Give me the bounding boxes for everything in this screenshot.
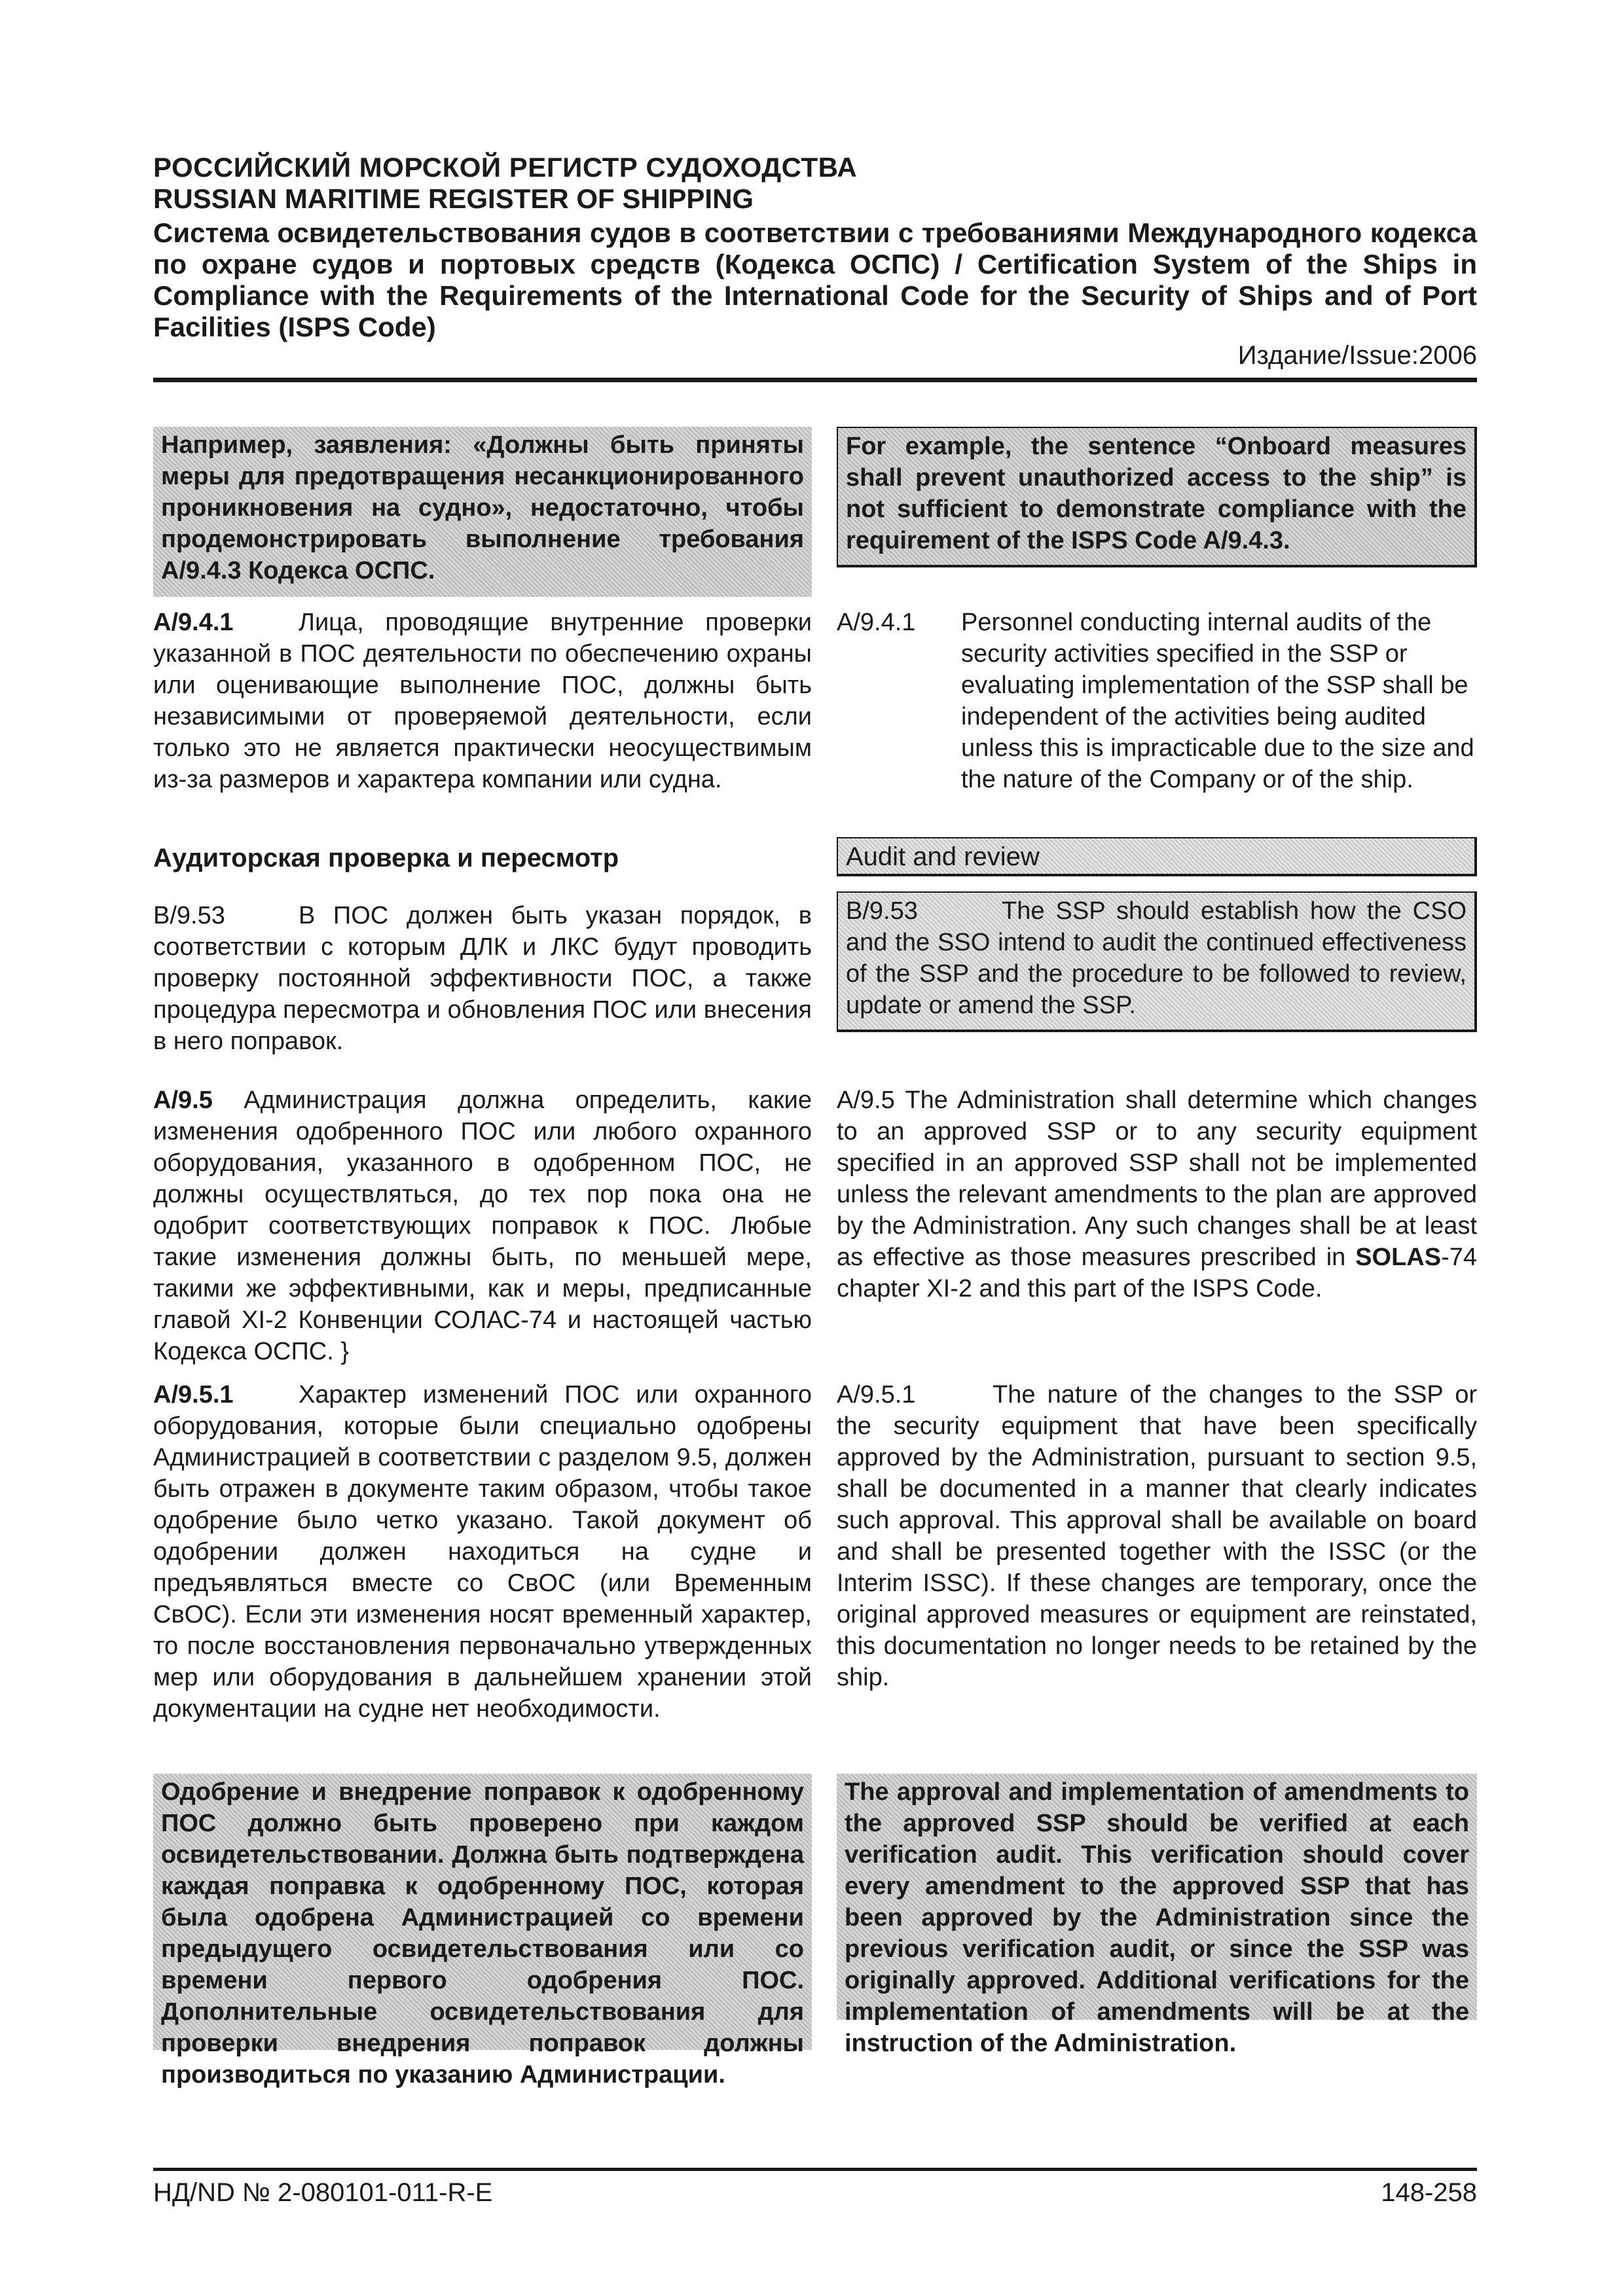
ru-clause-text: Характер изменений ПОС или охранного оборудования, которые были специально одобрены Администрацией в соответствии с разделом 9.5, должен быть отражен в документе таким образом, чтобы такое одобрение было четко указано. Такой документ об одобрении должен находиться на судне и предъявляться вместе со СвОС (или Временным СвОС). Если эти изменения носят временный характер, то после восстановления первоначально утвержденных мер или оборудования в дальнейшем хранении этой документации на судне нет необходимости.	[153, 1381, 812, 1723]
ru-clause-text: В ПОС должен быть указан порядок, в соответствии с которым ДЛК и ЛКС будут проводить проверку постоянной эффективности ПОС, а также процедура пересмотра и обновления ПОС или внесения в него поправок.	[153, 902, 812, 1055]
ru-note-highlight	[153, 427, 812, 597]
en-section-heading	[837, 837, 1477, 876]
en-clause-text: Personnel conducting internal audits of the security activities specified in the SSP or evaluating implementation of the SSP shall be independent of the activities being audited unless this is impracticable due to the size and the nature of the Company or of the ship.	[961, 609, 1474, 793]
en-note-highlight	[837, 1774, 1477, 2057]
en-clause-text: The Administration shall determine which changes to an approved SSP or to any security equipment specified in an approved SSP shall not be implemented unless the relevant amendments to the plan are approved by the Administration. Any such changes shall be at least as effective as those measures prescribed in	[837, 1086, 1477, 1271]
en-clause-text: The nature of the changes to the SSP or the security equipment that have been specifically approved by the Administration, pursuant to section 9.5, shall be documented in a manner that clearly indicates such approval. This approval shall be available on board and shall be presented together with the ISSC (or the Interim ISSC). If these changes are temporary, once the original approved measures or equipment are reinstated, this documentation no longer needs to be retained by the ship.	[837, 1381, 1477, 1691]
ru-note-text: Например, заявления: «Должны быть приняты меры для предотвращения несанкционированного проникновения на судно», недостаточно, чтобы продемонстрировать выполнение требования А/9.4.3 Кодекса ОСПС.	[161, 431, 804, 584]
en-clause-a951	[837, 1379, 1477, 1693]
en-clause-a941	[837, 607, 1477, 795]
document-number: НД/ND № 2-080101-011-R-E	[153, 2178, 493, 2207]
en-clause-ref: A/9.5	[837, 1086, 895, 1114]
en-clause-text: The SSP should establish how the CSO and the SSO intend to audit the continued effectiveness of the SSP and the procedure to be followed to review, update or amend the SSP.	[846, 897, 1467, 1019]
ru-section-heading: Аудиторская проверка и пересмотр	[153, 844, 619, 872]
en-heading-text: Audit and review	[846, 842, 1040, 871]
ru-clause-b953	[153, 900, 812, 1057]
header-divider	[153, 378, 1477, 382]
ru-clause-a95: A/9.5 Администрация должна определить, какие изменения одобренного ПОС или любого охранного оборудования, указанного в одобренном ПОС, не должны осуществляться, до тех пор пока она не одобрит соответствующих поправок к ПОС. Любые такие изменения должны быть, по меньшей мере, такими же эффективными, как и меры, предписанные главой XI-2 Конвенции СОЛАС-74 и настоящей частью Кодекса ОСПС. }	[153, 1086, 812, 1365]
ru-clause-ref: B/9.53	[153, 902, 225, 929]
en-solas-term: SOLAS	[1355, 1244, 1442, 1271]
en-clause-ref: A/9.4.1	[837, 609, 916, 636]
ru-clause-a941	[153, 607, 812, 795]
ru-clause-text: Администрация должна определить, какие изменения одобренного ПОС или любого охранного оборудования, указанного в одобренном ПОС, не должны осуществляться, до тех пор пока она не одобрит соответствующих поправок к ПОС. Любые такие изменения должны быть, по меньшей мере, такими же эффективными, как и меры, предписанные главой XI-2 Конвенции СОЛАС-74 и настоящей частью Кодекса ОСПС.	[153, 1086, 812, 1365]
en-clause-a95	[837, 1085, 1477, 1304]
org-name-en: RUSSIAN MARITIME REGISTER OF SHIPPING	[153, 183, 754, 214]
issue-label: Издание/Issue:2006	[1237, 341, 1477, 370]
ru-clause-a951	[153, 1379, 812, 1725]
ru-note-text: Одобрение и внедрение поправок к одобренному ПОС должно быть проверено при каждом освидетельствовании. Должна быть подтверждена каждая поправка к одобренному ПОС, которая была одобрена Администрацией со времени предыдущего освидетельствования или со времени первого одобрения ПОС. Дополнительные освидетельствования для проверки внедрения поправок должны производиться по указанию Администрации.	[161, 1778, 804, 2089]
ru-clause-ref: A/9.5	[153, 1086, 213, 1114]
ru-clause-ref: A/9.4.1	[153, 609, 234, 636]
document-page	[153, 152, 1477, 2207]
en-clause-b953	[837, 891, 1477, 1032]
en-clause-ref: A/9.5.1	[837, 1381, 916, 1408]
ru-clause-ref: A/9.5.1	[153, 1381, 234, 1408]
system-title: Система освидетельствования судов в соответствии с требованиями Международного кодекса по охране судов и портовых средств (Кодекса ОСПС) / Certification System of the Ships in Compliance with the Requirements of the International Code for the Security of Ships and of Port Facilities (ISPS Code)	[153, 217, 1477, 342]
page-number: 148-258	[1381, 2178, 1477, 2207]
en-note-highlight	[837, 427, 1477, 567]
en-note-text: The approval and implementation of amendments to the approved SSP should be verified at each verification audit. This verification should cover every amendment to the approved SSP that has been approved by the Administration since the previous verification audit, or since the SSP was originally approved. Additional verifications for the implementation of amendments will be at the instruction of the Administration.	[845, 1778, 1469, 2057]
en-clause-ref: B/9.53	[846, 897, 918, 925]
ru-clause-text: Лица, проводящие внутренние проверки указанной в ПОС деятельности по обеспечению охраны или оценивающие выполнение ПОС, должны быть независимыми от проверяемой деятельности, если только это не является практически неосуществимым из-за размеров и характера компании или судна.	[153, 609, 812, 793]
en-note-text: For example, the sentence “Onboard measures shall prevent unauthorized access to the ship” is not sufficient to demonstrate compliance with the requirement of the ISPS Code A/9.4.3.	[846, 433, 1467, 554]
ru-note-highlight	[153, 1774, 812, 2089]
footer-divider	[153, 2168, 1477, 2171]
en-clause-text-cont: -74 chapter XI-2 and this part of the ISPS Code.	[837, 1244, 1477, 1302]
org-name-ru: РОССИЙСКИЙ МОРСКОЙ РЕГИСТР СУДОХОДСТВА	[153, 152, 858, 183]
